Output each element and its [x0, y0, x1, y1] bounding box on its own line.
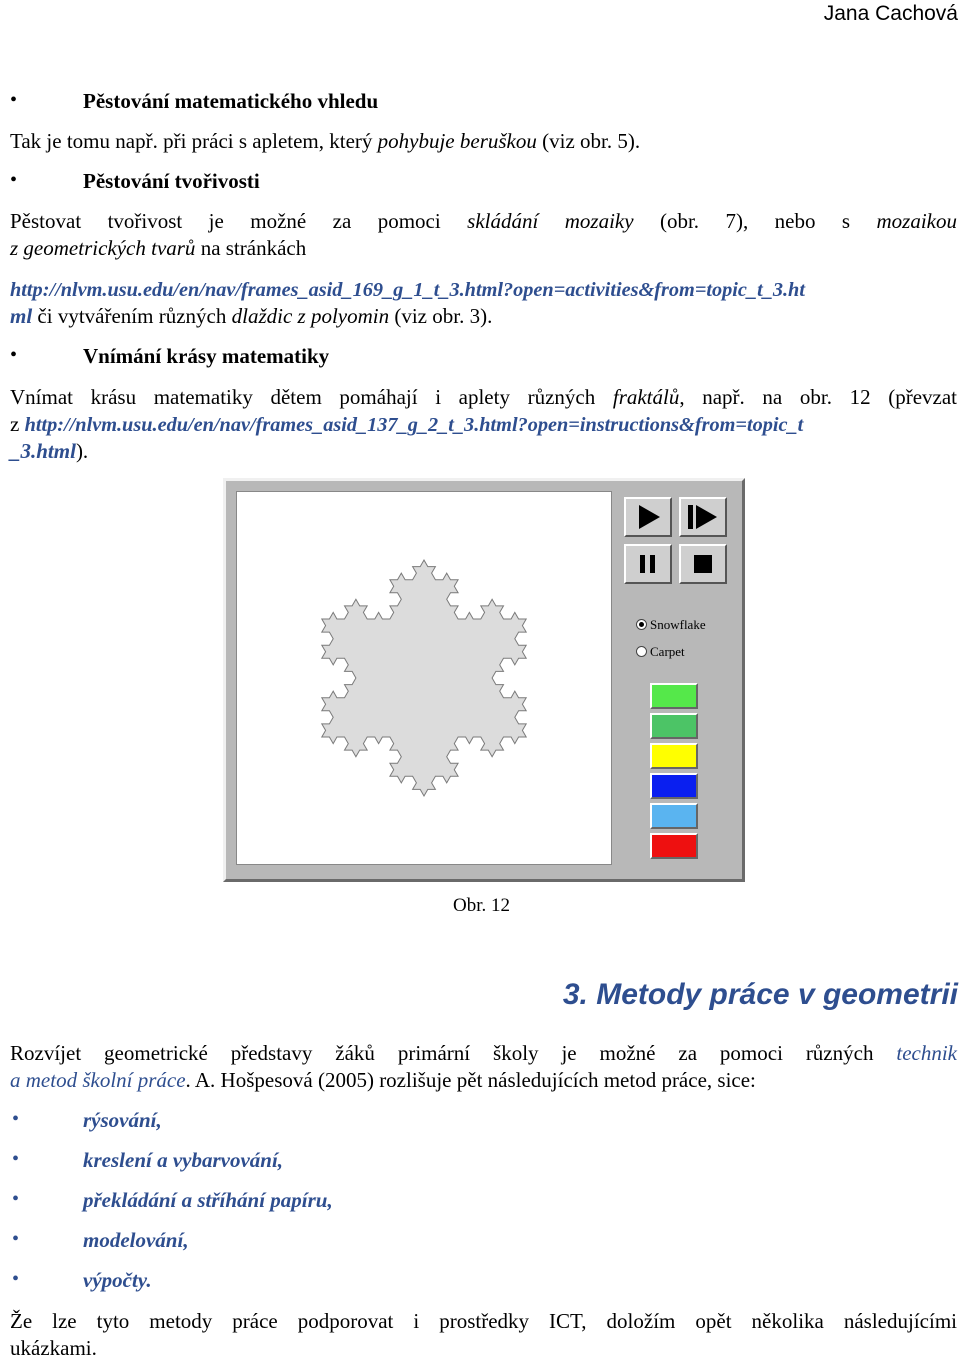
text: z [10, 412, 25, 436]
method-item: rýsování, [83, 1108, 162, 1132]
paragraph-beauty-line3 [10, 438, 957, 465]
color-swatch-blue[interactable] [650, 773, 698, 799]
text: Vnímat krásu matematiky dětem pomáhají i aplety různých [10, 385, 613, 409]
bullet-title-insight: Pěstování matematického vhledu [83, 89, 379, 113]
list-bullet: • [12, 1108, 20, 1130]
emphasis: a metod školní práce [10, 1068, 186, 1092]
bullet-dot: • [10, 89, 18, 111]
radio-snowflake[interactable] [636, 617, 706, 633]
color-swatch-light-blue[interactable] [650, 803, 698, 829]
emphasis: fraktálů [612, 385, 680, 409]
bullet-dot: • [10, 344, 18, 366]
list-bullet: • [12, 1148, 20, 1170]
method-item: kreslení a vybarvování, [83, 1148, 284, 1172]
url-text[interactable]: ml [10, 304, 33, 328]
radio-carpet[interactable] [636, 644, 685, 660]
pause-icon [626, 546, 670, 582]
method-item: výpočty. [83, 1268, 152, 1292]
text: (viz obr. 3). [389, 304, 493, 328]
text: (viz obr. 5). [536, 129, 641, 153]
text: na stránkách [195, 236, 307, 260]
text: , např. na obr. 12 (převzat [679, 385, 957, 409]
closing-line1: Že lze tyto metody práce podporovat i prostředky ICT, doložím opět několika následujícími [10, 1309, 957, 1333]
step-button[interactable] [679, 497, 727, 537]
text: či vytvářením různých [32, 304, 232, 328]
method-item: překládání a stříhání papíru, [83, 1188, 333, 1212]
paragraph-insight [10, 128, 957, 155]
closing-line2: ukázkami. [10, 1336, 97, 1360]
text: . A. Hošpesová (2005) rozlišuje pět následujících metod práce, sice: [185, 1068, 756, 1092]
fractal-applet [223, 478, 745, 882]
emphasis: skládání mozaiky [467, 209, 634, 233]
snowflake-shape [322, 560, 526, 796]
color-swatch-yellow[interactable] [650, 743, 698, 769]
koch-snowflake [237, 492, 611, 864]
author-name: Jana Cachová [823, 2, 958, 25]
color-swatch-red[interactable] [650, 833, 698, 859]
bullet-title-beauty: Vnímání krásy matematiky [83, 344, 330, 368]
emphasis: dlaždic z polyomin [231, 304, 390, 328]
emphasis: technik [896, 1041, 957, 1065]
stop-icon [681, 546, 725, 582]
text: Pěstovat tvořivost je možné za pomoci [10, 209, 468, 233]
methods-intro-line1 [10, 1040, 957, 1067]
text: Rozvíjet geometrické představy žáků primární školy je možné za pomoci různých [10, 1041, 897, 1065]
method-item: modelování, [83, 1228, 189, 1252]
bullet-dot: • [10, 169, 18, 191]
pause-button[interactable] [624, 544, 672, 584]
radio-label: Carpet [650, 644, 685, 659]
methods-intro-line2 [10, 1067, 957, 1094]
play-button[interactable] [624, 497, 672, 537]
fractal-canvas [236, 491, 612, 865]
url-text[interactable]: http://nlvm.usu.edu/en/nav/frames_asid_169_g_1_t_3.html?open=activities&from=topic_t_3.ht [10, 279, 805, 301]
paragraph-beauty-line1 [10, 384, 957, 411]
list-bullet: • [12, 1188, 20, 1210]
paragraph-creativity-line4 [10, 303, 957, 330]
list-bullet: • [12, 1228, 20, 1250]
paragraph-beauty-line2 [10, 411, 957, 439]
url-text[interactable]: _3.html [10, 439, 76, 463]
mosaic-link[interactable] [10, 276, 957, 304]
figure-caption: Obr. 12 [453, 895, 510, 916]
radio-unselected-icon [636, 646, 647, 657]
radio-selected-icon [636, 619, 647, 630]
text: (obr. 7), nebo s [633, 209, 877, 233]
step-forward-icon [681, 499, 725, 535]
stop-button[interactable] [679, 544, 727, 584]
emphasis: pohybuje beruškou [377, 129, 537, 153]
emphasis: z geometrických tvarů [10, 236, 196, 260]
text: ). [75, 439, 89, 463]
paragraph-creativity-line2 [10, 235, 957, 262]
radio-label: Snowflake [650, 617, 706, 632]
emphasis: mozaikou [876, 209, 957, 233]
fractal-link[interactable]: http://nlvm.usu.edu/en/nav/frames_asid_137_g_2_t_3.html?open=instructions&from=topic_t [24, 414, 804, 436]
play-icon [626, 499, 670, 535]
bullet-title-creativity: Pěstování tvořivosti [83, 169, 260, 193]
section-heading: 3. Metody práce v geometrii [562, 978, 958, 1011]
color-swatch-light-green[interactable] [650, 683, 698, 709]
paragraph-creativity-line1 [10, 208, 957, 235]
text: Tak je tomu např. při práci s apletem, který [10, 129, 378, 153]
color-swatch-green[interactable] [650, 713, 698, 739]
list-bullet: • [12, 1268, 20, 1290]
